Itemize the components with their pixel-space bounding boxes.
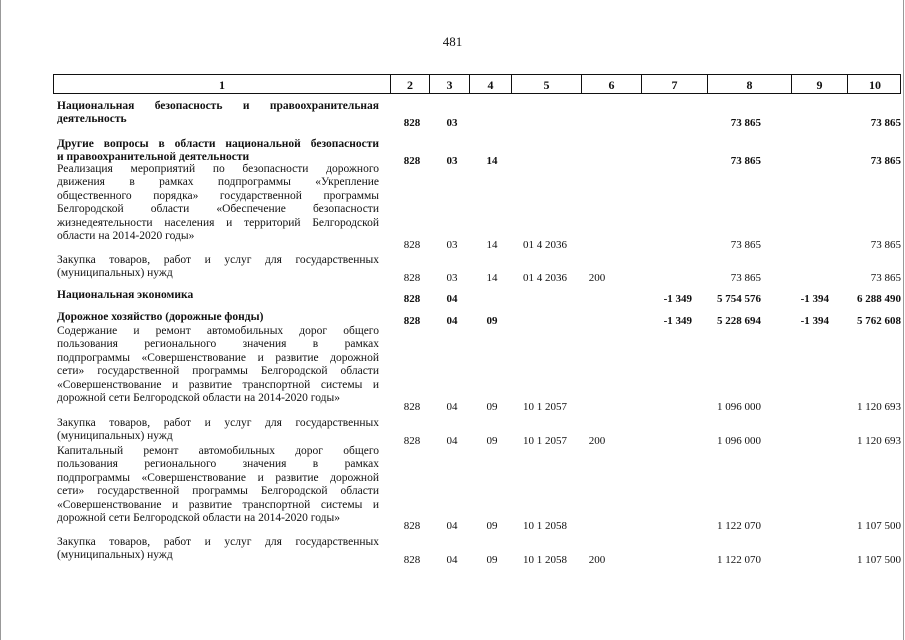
description-line: подпрограммы «Совершенствование и развитие дорожной: [57, 471, 379, 484]
cell-c2: 828: [403, 315, 421, 327]
description-line: Капитальный ремонт автомобильных дорог общего: [57, 445, 379, 457]
cell-c3: 04: [446, 520, 458, 532]
description-line: сети» государственной программы Белгородской области: [57, 365, 379, 378]
cell-c8: 73 865: [730, 155, 761, 167]
cell-c10: 73 865: [870, 272, 901, 284]
cell-c4: 14: [486, 239, 498, 251]
cell-c2: 828: [403, 435, 421, 447]
cell-c2: 828: [403, 272, 421, 284]
cell-c4: 14: [486, 272, 498, 284]
header-cell-7: 7: [641, 75, 707, 93]
cell-c5: 10 1 2057: [523, 435, 567, 447]
right-page-edge: [903, 0, 904, 640]
cell-c2: 828: [403, 155, 421, 167]
description-line: Национальная экономика: [57, 289, 194, 301]
row-description: [57, 100, 379, 127]
page-number: 481: [442, 34, 463, 49]
cell-c10: 1 107 500: [857, 520, 901, 532]
cell-c8: 1 096 000: [717, 401, 761, 413]
cell-c10: 6 288 490: [857, 293, 901, 305]
description-line: пользования регионального значения в рамках: [57, 338, 379, 351]
row-description: [57, 163, 379, 243]
description-line: области на 2014-2020 годы»: [57, 230, 195, 243]
description-line: (муниципальных) нужд: [57, 267, 173, 280]
description-line: Национальная безопасность и правоохранительная: [57, 100, 379, 112]
header-cell-4: 4: [469, 75, 511, 93]
cell-c5: 10 1 2058: [523, 520, 567, 532]
cell-c7: -1 349: [663, 293, 692, 305]
cell-c10: 73 865: [870, 155, 901, 167]
description-line: Содержание и ремонт автомобильных дорог общего: [57, 325, 379, 337]
cell-c8: 5 754 576: [717, 293, 761, 305]
cell-c6: 200: [588, 554, 606, 566]
cell-c10: 1 107 500: [857, 554, 901, 566]
cell-c4: 09: [486, 401, 498, 413]
description-line: подпрограммы «Совершенствование и развитие дорожной: [57, 351, 379, 364]
header-cell-2: 2: [390, 75, 429, 93]
cell-c3: 04: [446, 554, 458, 566]
cell-c3: 04: [446, 315, 458, 327]
header-cell-5: 5: [511, 75, 581, 93]
description-line: (муниципальных) нужд: [57, 549, 173, 562]
cell-c5: 10 1 2057: [523, 401, 567, 413]
description-line: Дорожное хозяйство (дорожные фонды): [57, 311, 264, 323]
description-line: сети» государственной программы Белгородской области: [57, 485, 379, 498]
cell-c3: 04: [446, 435, 458, 447]
cell-c3: 03: [446, 117, 458, 129]
cell-c2: 828: [403, 239, 421, 251]
cell-c2: 828: [403, 401, 421, 413]
cell-c10: 5 762 608: [857, 315, 901, 327]
cell-c10: 73 865: [870, 239, 901, 251]
cell-c3: 03: [446, 239, 458, 251]
description-line: пользования регионального значения в рамках: [57, 458, 379, 471]
header-cell-9: 9: [791, 75, 847, 93]
cell-c8: 73 865: [730, 272, 761, 284]
description-line: Другие вопросы в области национальной безопасности: [57, 138, 379, 150]
row-description: [57, 445, 379, 525]
cell-c6: 200: [588, 435, 606, 447]
description-line: Закупка товаров, работ и услуг для государственных: [57, 254, 379, 266]
row-description: [57, 138, 379, 165]
description-line: дорожной сети Белгородской области на 2014-2020 годы»: [57, 512, 340, 525]
description-line: «Совершенствование и развитие транспортной системы и: [57, 498, 379, 511]
description-line: Закупка товаров, работ и услуг для государственных: [57, 536, 379, 548]
cell-c8: 1 096 000: [717, 435, 761, 447]
description-line: (муниципальных) нужд: [57, 430, 173, 443]
cell-c4: 09: [486, 554, 498, 566]
cell-c4: 09: [486, 315, 498, 327]
cell-c8: 1 122 070: [717, 554, 761, 566]
cell-c7: -1 349: [663, 315, 692, 327]
cell-c3: 04: [446, 401, 458, 413]
description-line: Закупка товаров, работ и услуг для государственных: [57, 417, 379, 429]
description-line: деятельность: [57, 113, 127, 126]
description-line: движения в рамках подпрограммы «Укрепление: [57, 176, 379, 189]
header-cell-1: 1: [219, 78, 225, 92]
cell-c4: 09: [486, 520, 498, 532]
description-line: «Совершенствование и развитие транспортной системы и: [57, 378, 379, 391]
header-cell-8: 8: [707, 75, 791, 93]
description-line: общественного порядка» государственной программы: [57, 189, 379, 202]
cell-c5: 10 1 2058: [523, 554, 567, 566]
cell-c5: 01 4 2036: [523, 239, 567, 251]
cell-c9: -1 394: [800, 315, 829, 327]
left-page-edge: [0, 0, 1, 640]
header-cell-6: 6: [581, 75, 641, 93]
cell-c8: 73 865: [730, 239, 761, 251]
cell-c2: 828: [403, 554, 421, 566]
description-line: и правоохранительной деятельности: [57, 151, 250, 164]
cell-c6: 200: [588, 272, 606, 284]
cell-c10: 1 120 693: [857, 435, 901, 447]
row-description: [57, 417, 379, 444]
cell-c2: 828: [403, 293, 421, 305]
cell-c3: 03: [446, 272, 458, 284]
cell-c8: 1 122 070: [717, 520, 761, 532]
description-line: дорожной сети Белгородской области на 2014-2020 годы»: [57, 392, 340, 405]
row-description: [57, 325, 379, 405]
cell-c9: -1 394: [800, 293, 829, 305]
row-description: [57, 311, 379, 324]
table-header: [53, 74, 901, 94]
cell-c8: 5 228 694: [717, 315, 761, 327]
cell-c4: 14: [486, 155, 498, 167]
row-description: [57, 536, 379, 563]
description-line: Реализация мероприятий по безопасности дорожного: [57, 163, 379, 175]
cell-c5: 01 4 2036: [523, 272, 567, 284]
cell-c3: 03: [446, 155, 458, 167]
cell-c10: 73 865: [870, 117, 901, 129]
cell-c2: 828: [403, 520, 421, 532]
cell-c4: 09: [486, 435, 498, 447]
cell-c10: 1 120 693: [857, 401, 901, 413]
description-line: Белгородской области «Обеспечение безопасности: [57, 203, 379, 216]
row-description: [57, 289, 379, 302]
row-description: [57, 254, 379, 281]
cell-c8: 73 865: [730, 117, 761, 129]
description-line: жизнедеятельности населения и территорий Белгородской: [57, 216, 379, 229]
header-cell-10: 10: [847, 75, 902, 93]
cell-c3: 04: [446, 293, 458, 305]
header-cell-3: 3: [429, 75, 469, 93]
cell-c2: 828: [403, 117, 421, 129]
